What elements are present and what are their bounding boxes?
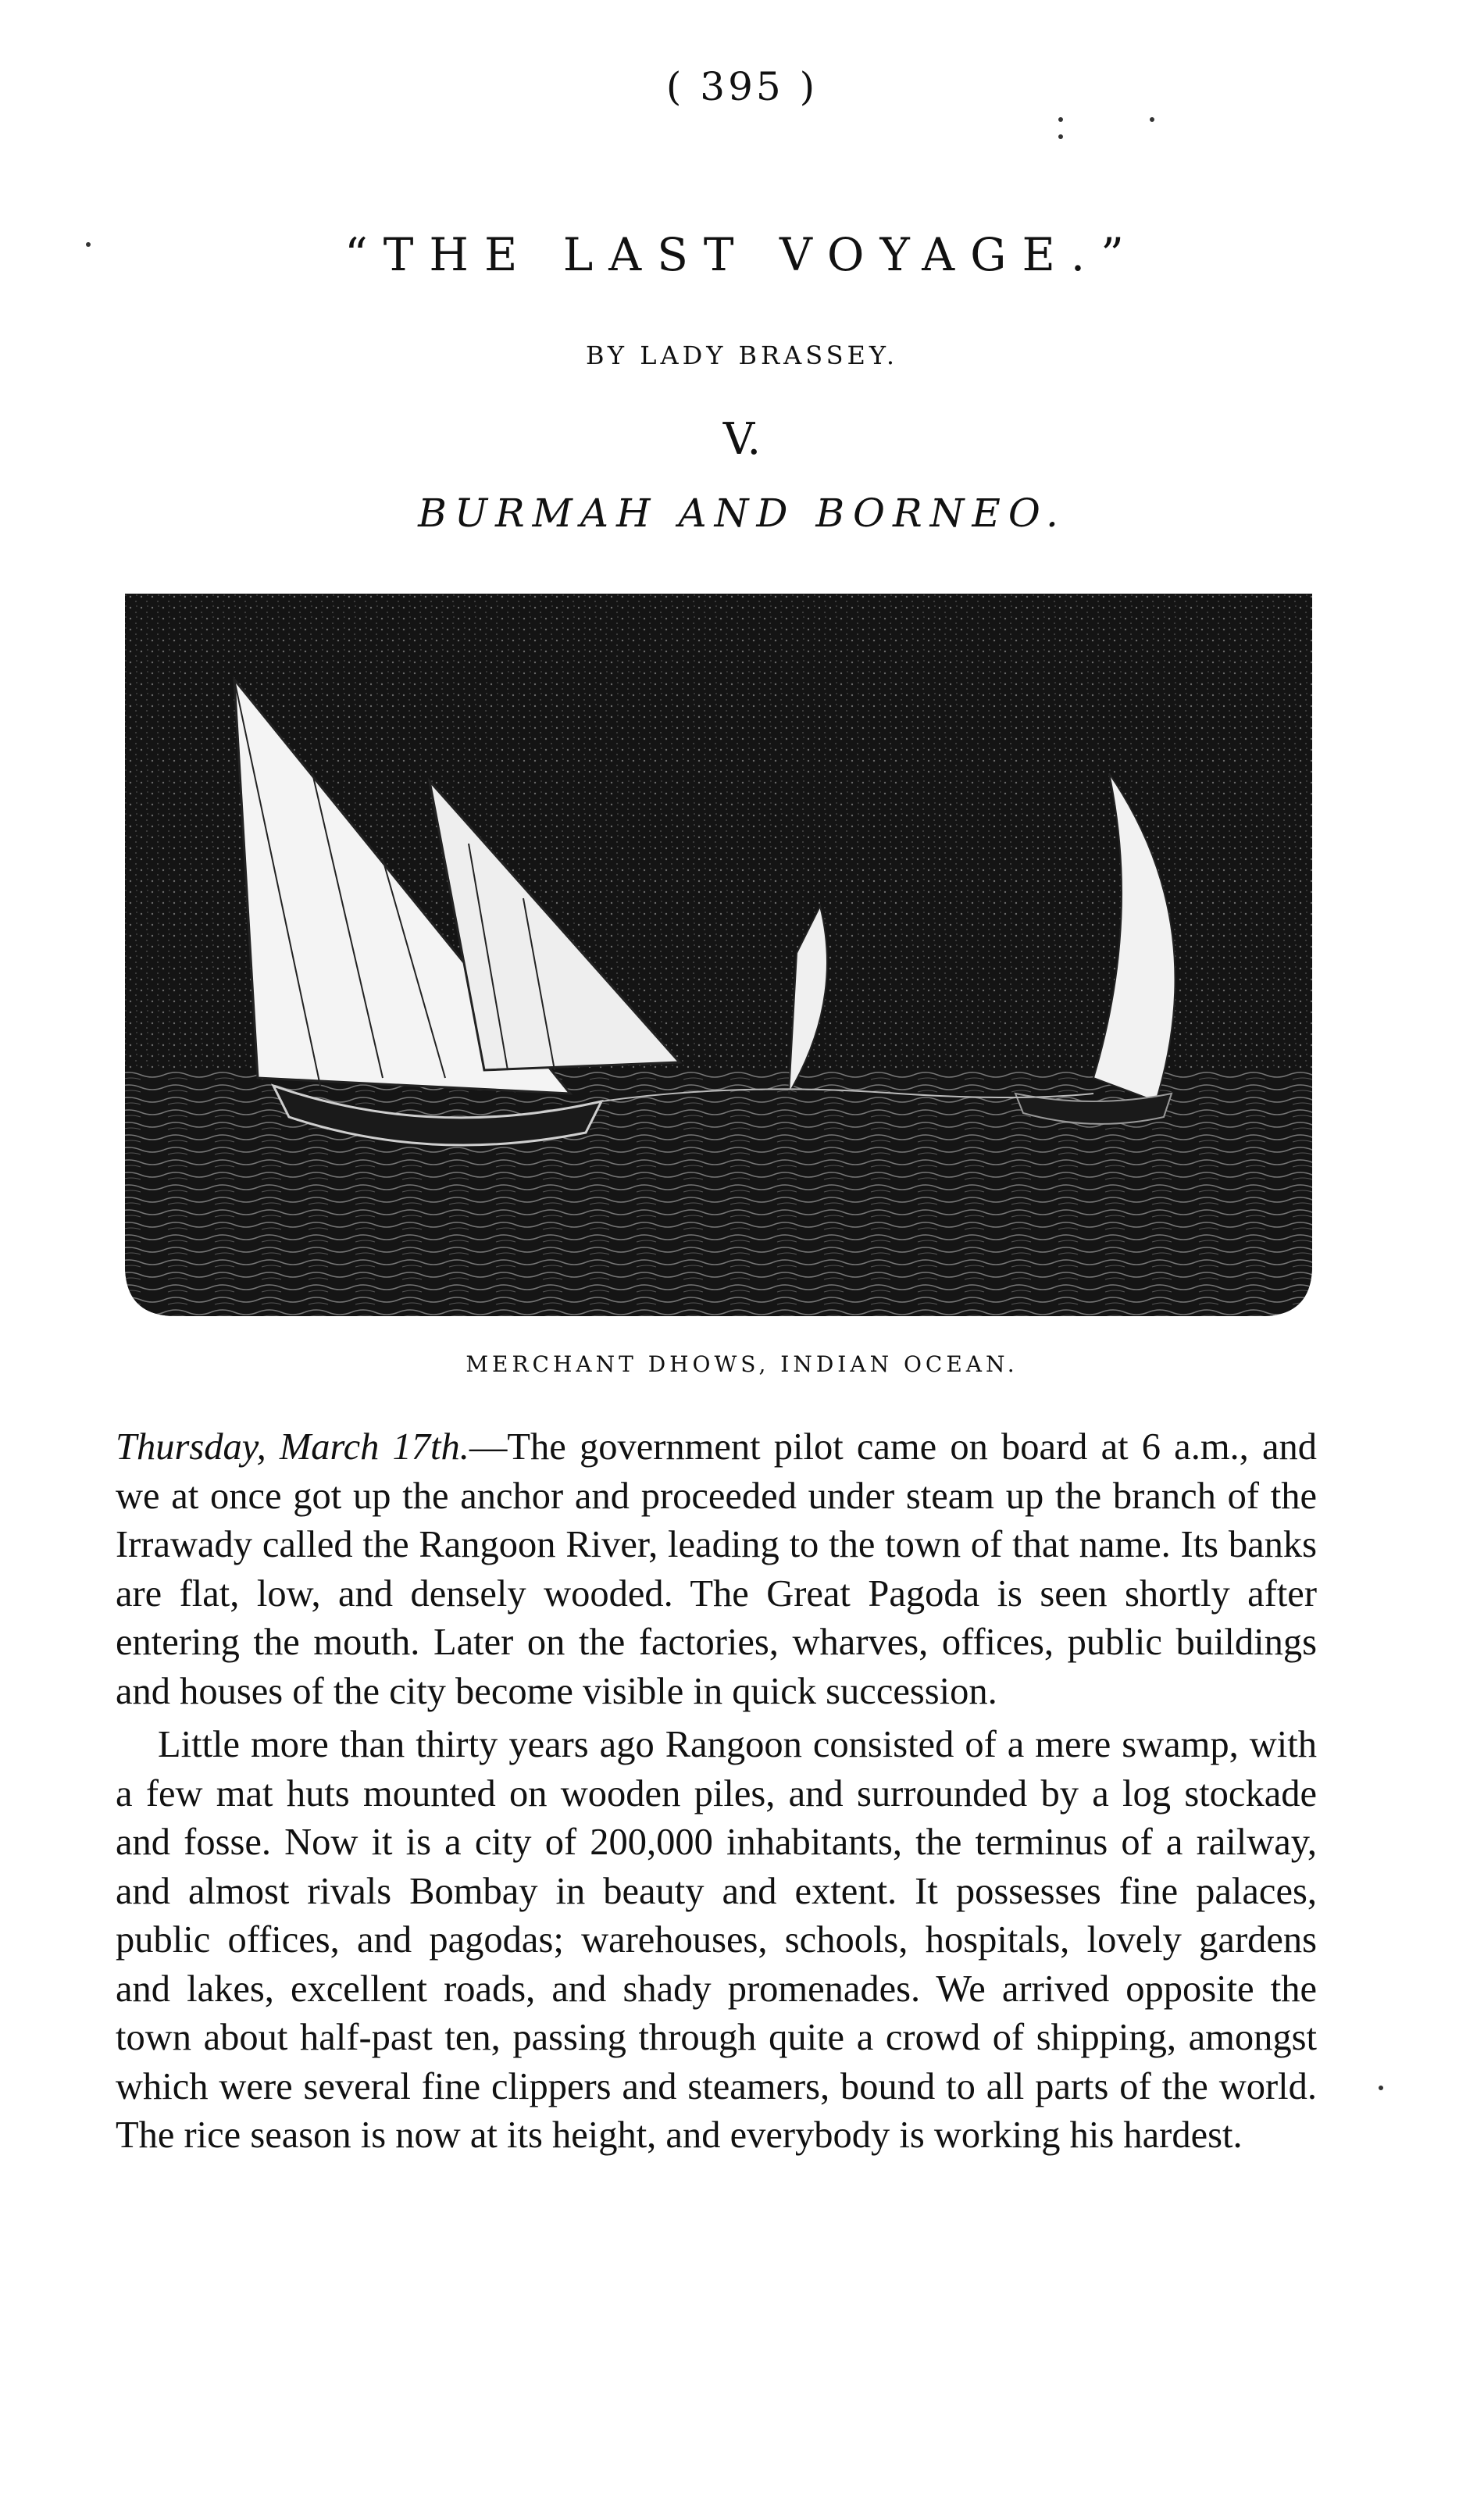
part-numeral: V. (722, 414, 762, 465)
paragraph-2: Little more than thirty years ago Rangoon consisted of a mere swamp, with a few mat huts mounted on wooden piles, and surrounded by a log stockade and fosse. Now it is a city of 200,000 inhabitants, the terminus of a railway, and almost rivals Bombay in beauty and extent. It possesses fine palaces, public offices, and pagodas; warehouses, schools, hospitals, lovely gardens and lakes, excellent roads, and shady promenades. We arrived opposite the town about half-past ten, passing through quite a crowd of shipping, amongst which were several fine clippers and steamers, bound to all parts of the world. The rice season is now at its height, and everybody is working his hardest. (116, 1724, 1317, 2156)
scan-speck (1150, 117, 1154, 122)
article-body (116, 1423, 1317, 2165)
scan-speck (1058, 117, 1063, 122)
scan-speck (86, 242, 91, 247)
section-subtitle: BURMAH AND BORNEO. (418, 491, 1066, 536)
illustration-caption: MERCHANT DHOWS, INDIAN OCEAN. (466, 1351, 1018, 1377)
article-title: “THE LAST VOYAGE.” (344, 228, 1140, 281)
byline: BY LADY BRASSEY. (585, 341, 899, 370)
scan-speck (1058, 134, 1063, 139)
paragraph-1-text: —The government pilot came on board at 6 a.m., and we at once got up the anchor and proceeded under steam up the branch of the Irrawady called the Rangoon River, leading to the town of that name. Its banks are flat, low, and densely wooded. The Great Pagoda is seen shortly after entering the mouth. Later on the factories, wharves, offices, public buildings and houses of the city become visible in quick succession. (116, 1426, 1317, 1712)
paragraph-1 (116, 1423, 1317, 1716)
page-number: ( 395 ) (665, 64, 819, 109)
date-lead: Thursday, March 17th. (116, 1426, 469, 1468)
scan-speck (1379, 2086, 1383, 2090)
merchant-dhows-engraving (117, 594, 1320, 1316)
